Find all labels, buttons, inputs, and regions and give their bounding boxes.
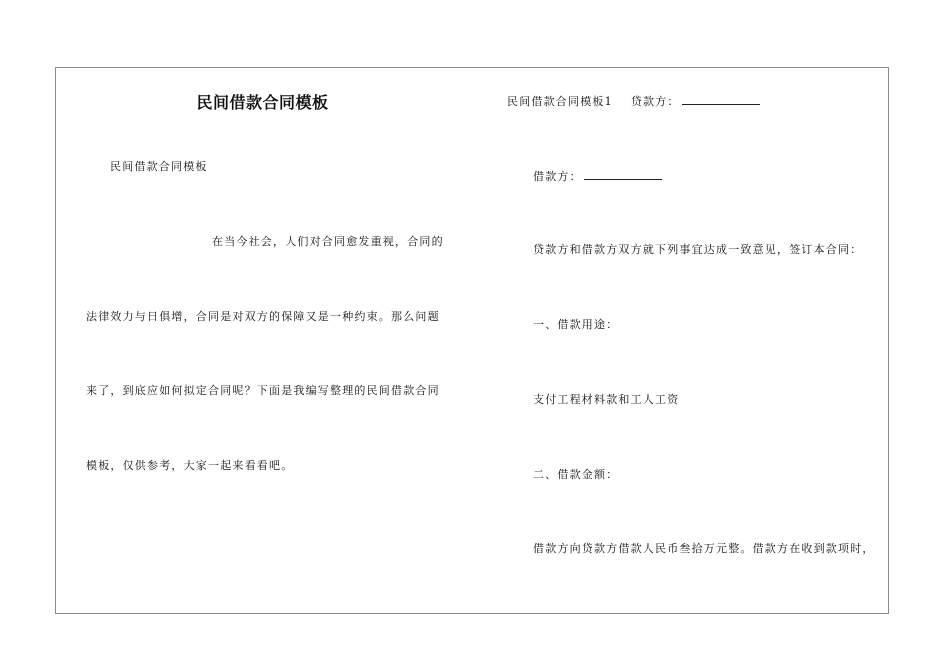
agreement-intro: 贷款方和借款方双方就下列事宜达成一致意见，签订本合同： (533, 243, 863, 256)
paragraph-line: 来了，到底应如何拟定合同呢？下面是我编写整理的民间借款合同 (86, 384, 440, 397)
section1-content: 支付工程材料款和工人工资 (533, 393, 680, 406)
lender-blank (682, 94, 760, 105)
paragraph-line: 模板，仅供参考，大家一起来看看吧。 (86, 459, 294, 472)
section2-heading: 二、借款金额： (533, 468, 619, 481)
borrower-label: 借款方： (533, 170, 582, 183)
lender-label: 贷款方： (630, 95, 680, 108)
borrower-blank (584, 169, 662, 180)
paragraph-line: 法律效力与日俱增，合同是对双方的保障又是一种约束。那么问题 (86, 310, 440, 323)
document-title: 民间借款合同模板 (196, 93, 329, 112)
document-page (55, 67, 889, 614)
template-heading-row (507, 94, 760, 109)
paragraph-line: 在当今社会，人们对合同愈发重视，合同的 (212, 235, 444, 248)
left-subtitle: 民间借款合同模板 (110, 160, 208, 173)
section1-heading: 一、借款用途： (533, 318, 619, 331)
template-heading: 民间借款合同模板1 (507, 95, 613, 108)
section2-content: 借款方向贷款方借款人民币叁拾万元整。借款方在收到款项时， (533, 542, 875, 555)
borrower-row (533, 169, 662, 184)
